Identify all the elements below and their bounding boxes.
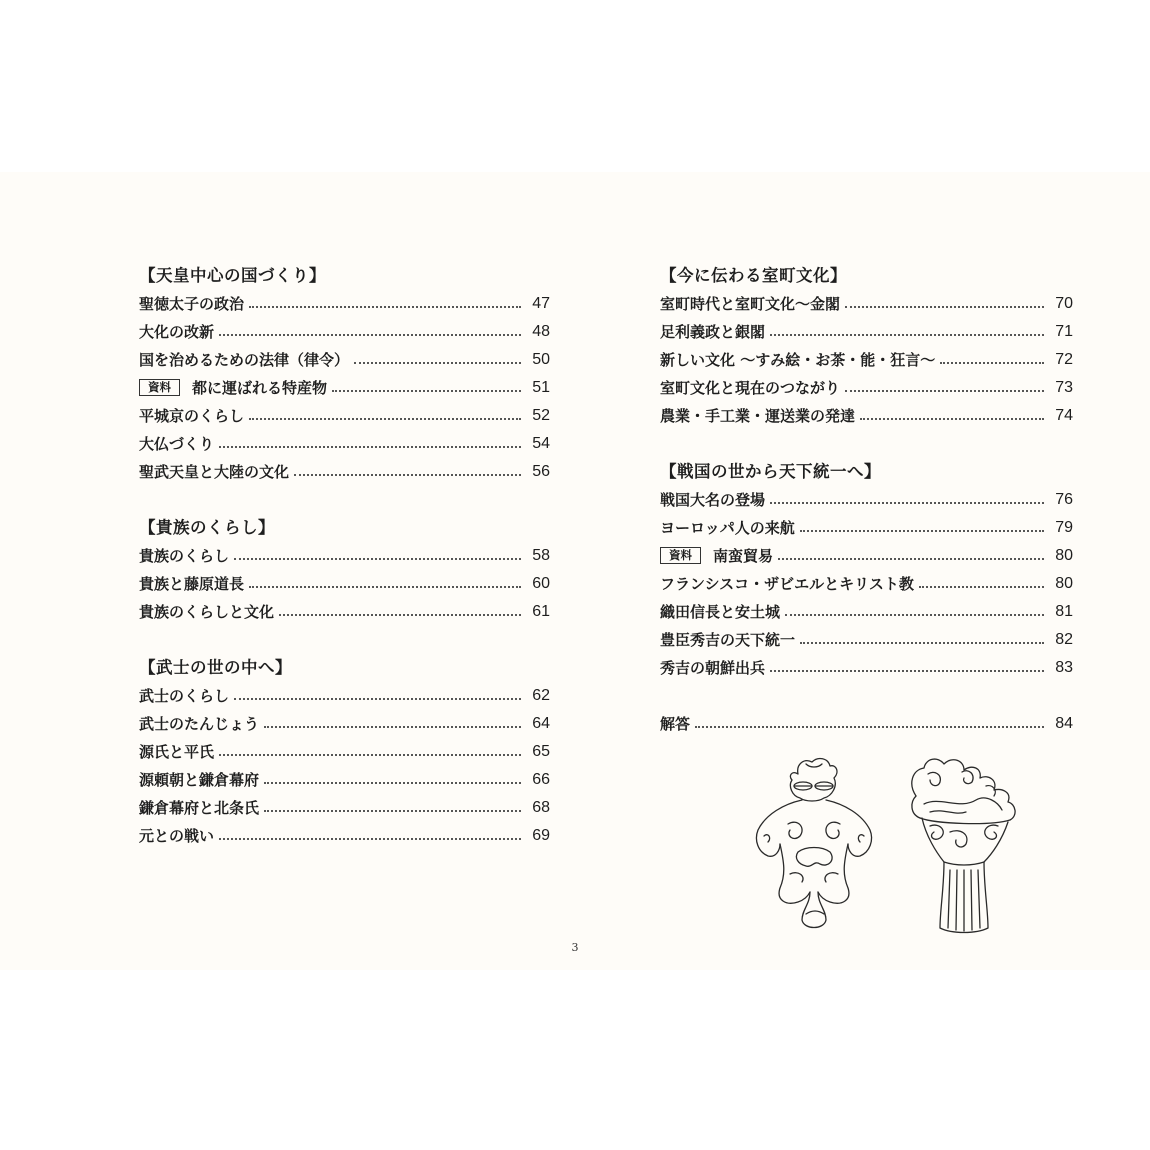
dot-leader [845, 306, 1044, 308]
toc-entry-label: 室町時代と室町文化～金閣 [660, 295, 841, 313]
toc-entry[interactable] [660, 542, 1073, 570]
dot-leader [770, 670, 1044, 672]
toc-entry-page: 76 [1055, 491, 1073, 508]
dot-leader [845, 390, 1044, 392]
toc-entry-title [139, 598, 274, 626]
toc-entry[interactable] [139, 374, 550, 402]
toc-entry[interactable] [660, 318, 1073, 346]
toc-entry-label: 聖武天皇と大陸の文化 [139, 463, 290, 481]
toc-entry-title [139, 458, 289, 486]
toc-entry-label: ヨーロッパ人の来航 [660, 519, 795, 537]
toc-entry-title: 解答 [660, 715, 691, 733]
toc-entry[interactable] [139, 738, 550, 766]
toc-entry-title [139, 710, 259, 738]
dot-leader [800, 530, 1044, 532]
toc-entry[interactable] [660, 570, 1073, 598]
toc-section [139, 654, 550, 850]
toc-entry-title [139, 402, 244, 430]
toc-entry-title [660, 514, 795, 542]
toc-entry-label: 元との戦い [139, 827, 215, 845]
toc-entry-page: 60 [532, 575, 550, 592]
toc-entry[interactable] [139, 542, 550, 570]
toc-entry-page: 56 [532, 463, 550, 480]
toc-entry[interactable] [139, 766, 550, 794]
toc-entry-label: 都に運ばれる特産物 [192, 379, 328, 397]
toc-entry-page: 61 [532, 603, 550, 620]
dot-leader [332, 390, 521, 392]
toc-entry-label: 源頼朝と鎌倉幕府 [139, 771, 260, 789]
toc-entry-page: 66 [532, 771, 550, 788]
flame-pot-icon [912, 759, 1015, 932]
toc-entry-label: 貴族と藤原道長 [139, 575, 245, 593]
toc-entry[interactable] [139, 318, 550, 346]
toc-entry-title [139, 794, 259, 822]
toc-entry[interactable] [660, 626, 1073, 654]
dot-leader [354, 362, 521, 364]
toc-entry-label: 貴族のくらし [139, 547, 230, 565]
dot-leader [770, 334, 1044, 336]
toc-entry[interactable] [139, 682, 550, 710]
toc-entry-title [660, 374, 840, 402]
toc-entry[interactable] [660, 654, 1073, 682]
dot-leader [279, 614, 521, 616]
dot-leader [264, 810, 521, 812]
dogu-figurine-icon [756, 759, 871, 928]
toc-entry-label: 武士のたんじょう [139, 715, 260, 733]
section-title: 【戦国の世から天下統一へ】 [660, 462, 881, 481]
toc-entry-title [139, 682, 229, 710]
toc-entry-title [660, 542, 773, 570]
toc-entry-answer[interactable] [660, 710, 1073, 738]
dot-leader [264, 782, 521, 784]
toc-entry-page: 65 [532, 743, 550, 760]
toc-entry-title [139, 430, 214, 458]
toc-entry[interactable] [139, 598, 550, 626]
dot-leader [249, 586, 521, 588]
toc-entry-page: 47 [532, 295, 550, 312]
toc-entry-label: 貴族のくらしと文化 [139, 603, 275, 621]
toc-entry-title [139, 346, 349, 374]
dot-leader [785, 614, 1044, 616]
toc-entry[interactable] [139, 710, 550, 738]
toc-entry-page: 58 [532, 547, 550, 564]
toc-entry[interactable] [139, 794, 550, 822]
toc-entry[interactable] [139, 290, 550, 318]
toc-entry-label: 新しい文化 ～すみ絵・お茶・能・狂言～ [660, 351, 936, 369]
toc-entry[interactable] [139, 430, 550, 458]
dot-leader [249, 418, 521, 420]
toc-entry-title [139, 542, 229, 570]
toc-entry-label: 平城京のくらし [139, 407, 245, 425]
toc-entry-page: 54 [532, 435, 550, 452]
toc-entry-title [139, 570, 244, 598]
toc-entry[interactable] [139, 458, 550, 486]
toc-entry-label: 戦国大名の登場 [660, 491, 766, 509]
dot-leader [778, 558, 1044, 560]
toc-entry-page: 74 [1055, 407, 1073, 424]
section-title: 【貴族のくらし】 [139, 518, 275, 537]
dot-leader [860, 418, 1044, 420]
dot-leader [219, 446, 521, 448]
dot-leader [219, 334, 521, 336]
toc-section-answer [660, 710, 1073, 738]
toc-entry-page: 68 [532, 799, 550, 816]
toc-entry-label: 足利義政と銀閣 [660, 323, 766, 341]
toc-section [139, 262, 550, 486]
toc-entry-title [660, 402, 855, 430]
toc-entry-label: 源氏と平氏 [139, 743, 215, 761]
toc-entry-page: 81 [1055, 603, 1073, 620]
reference-badge: 資料 [660, 547, 701, 564]
toc-entry[interactable] [660, 514, 1073, 542]
toc-entry-page: 82 [1055, 631, 1073, 648]
dot-leader [234, 558, 521, 560]
dot-leader [800, 642, 1044, 644]
page-number: 3 [571, 941, 579, 954]
toc-left-column [139, 262, 550, 878]
section-title: 【武士の世の中へ】 [139, 658, 292, 677]
dot-leader [264, 726, 521, 728]
section-title: 【天皇中心の国づくり】 [139, 266, 326, 285]
dot-leader [249, 306, 521, 308]
toc-entry-page: 79 [1055, 519, 1073, 536]
toc-entry[interactable] [660, 598, 1073, 626]
toc-entry[interactable] [139, 570, 550, 598]
toc-entry-title [139, 738, 214, 766]
toc-entry-page: 64 [532, 715, 550, 732]
toc-right-column [660, 262, 1073, 766]
toc-entry-page: 62 [532, 687, 550, 704]
toc-entry-page: 83 [1055, 659, 1073, 676]
toc-entry-title [139, 318, 214, 346]
toc-entry-page: 73 [1055, 379, 1073, 396]
toc-entry-page: 71 [1055, 323, 1073, 340]
toc-entry-page: 80 [1055, 547, 1073, 564]
dot-leader [219, 754, 521, 756]
toc-entry[interactable] [660, 486, 1073, 514]
illustration-area [740, 752, 1050, 942]
toc-section [660, 262, 1073, 430]
toc-entry-page: 51 [532, 379, 550, 396]
toc-entry-title [660, 318, 765, 346]
toc-entry-label: フランシスコ・ザビエルとキリスト教 [660, 575, 914, 593]
toc-entry-label: 農業・手工業・運送業の発達 [660, 407, 856, 425]
toc-entry[interactable] [660, 290, 1073, 318]
toc-entry[interactable] [660, 402, 1073, 430]
toc-entry-title [660, 346, 935, 374]
toc-entry-label: 大仏づくり [139, 435, 215, 453]
toc-entry-title [660, 598, 780, 626]
toc-entry[interactable] [139, 402, 550, 430]
toc-entry-label: 南蛮貿易 [713, 547, 774, 565]
toc-entry-label: 鎌倉幕府と北条氏 [139, 799, 260, 817]
dot-leader [294, 474, 521, 476]
toc-entry[interactable] [660, 346, 1073, 374]
toc-entry-title [660, 654, 765, 682]
toc-entry-title [660, 626, 795, 654]
toc-entry-label: 織田信長と安土城 [660, 603, 781, 621]
dot-leader [919, 586, 1044, 588]
toc-entry-title [139, 374, 327, 402]
dot-leader [234, 698, 521, 700]
toc-entry-label: 武士のくらし [139, 687, 230, 705]
toc-entry-label: 大化の改新 [139, 323, 215, 341]
toc-entry[interactable] [139, 822, 550, 850]
toc-entry-label: 室町文化と現在のつながり [660, 379, 841, 397]
toc-entry-page: 70 [1055, 295, 1073, 312]
toc-entry-page: 84 [1055, 715, 1073, 732]
toc-entry-label: 豊臣秀吉の天下統一 [660, 631, 796, 649]
toc-entry[interactable] [660, 374, 1073, 402]
toc-entry-page: 52 [532, 407, 550, 424]
section-title: 【今に伝わる室町文化】 [660, 266, 847, 285]
toc-entry-page: 48 [532, 323, 550, 340]
toc-section [660, 458, 1073, 682]
dot-leader [770, 502, 1044, 504]
toc-entry-page: 80 [1055, 575, 1073, 592]
toc-entry-title [139, 290, 244, 318]
toc-section [139, 514, 550, 626]
reference-badge: 資料 [139, 379, 180, 396]
toc-entry-page: 50 [532, 351, 550, 368]
toc-entry-title [660, 290, 840, 318]
toc-entry-title [660, 570, 914, 598]
dot-leader [695, 726, 1044, 728]
toc-entry-label: 聖徳太子の政治 [139, 295, 245, 313]
dot-leader [219, 838, 521, 840]
toc-entry-page: 69 [532, 827, 550, 844]
toc-entry-title [139, 822, 214, 850]
toc-entry-title [139, 766, 259, 794]
toc-entry-label: 秀吉の朝鮮出兵 [660, 659, 766, 677]
dot-leader [940, 362, 1044, 364]
toc-entry-label: 国を治めるための法律（律令） [139, 351, 350, 369]
toc-entry-page: 72 [1055, 351, 1073, 368]
toc-entry[interactable] [139, 346, 550, 374]
toc-entry-title [660, 486, 765, 514]
